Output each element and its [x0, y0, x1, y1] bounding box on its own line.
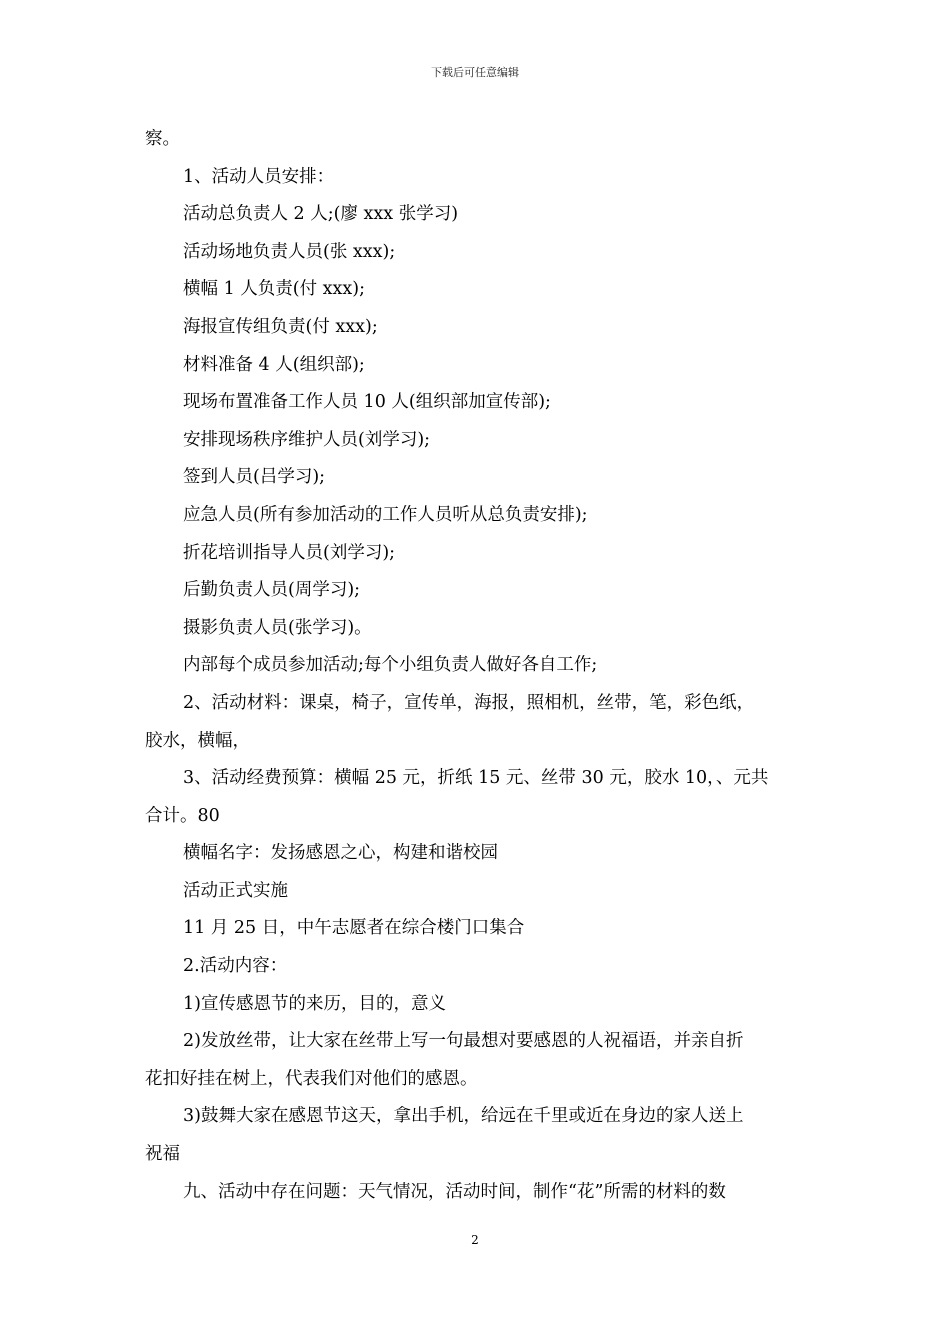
- text-line: 合计。80: [145, 805, 220, 826]
- text-line: 内部每个成员参加活动;每个小组负责人做好各自工作;: [183, 655, 598, 676]
- text-line: 花扣好挂在树上，代表我们对他们的感恩。: [145, 1068, 478, 1089]
- text-line: 摄影负责人员(张学习)。: [183, 617, 372, 638]
- text-line: 察。: [145, 129, 180, 149]
- text-line: 3、活动经费预算：横幅 25 元，折纸 15 元、丝带 30 元，胶水 10，、元共: [183, 768, 769, 789]
- text-line: 应急人员(所有参加活动的工作人员听从总负责安排);: [183, 504, 588, 525]
- text-line: 活动总负责人 2 人;(廖 xxx 张学习): [183, 204, 459, 225]
- text-line: 2)发放丝带，让大家在丝带上写一句最想对要感恩的人祝福语，并亲自折: [183, 1031, 744, 1052]
- text-line: 1)宣传感恩节的来历，目的，意义: [183, 993, 446, 1014]
- text-line: 1、活动人员安排：: [183, 166, 335, 187]
- page-number: 2: [471, 1233, 479, 1247]
- document-body: [145, 121, 811, 1211]
- text-line: 签到人员(吕学习);: [183, 467, 326, 488]
- text-line: 横幅名字：发扬感恩之心，构建和谐校园: [183, 843, 498, 864]
- text-line: 11 月 25 日，中午志愿者在综合楼门口集合: [183, 918, 525, 939]
- text-line: 九、活动中存在问题：天气情况，活动时间，制作“花”所需的材料的数: [183, 1181, 726, 1202]
- text-line: 后勤负责人员(周学习);: [183, 580, 361, 601]
- text-line: 折花培训指导人员(刘学习);: [183, 542, 396, 563]
- text-line: 2.活动内容：: [183, 956, 288, 977]
- text-line: 祝福: [145, 1144, 180, 1165]
- text-line: 3)鼓舞大家在感恩节这天，拿出手机，给远在千里或近在身边的家人送上: [183, 1106, 744, 1127]
- text-line: 2、活动材料：课桌，椅子，宣传单，海报，照相机，丝带，笔，彩色纸，: [183, 692, 755, 713]
- text-line: 活动场地负责人员(张 xxx);: [183, 241, 396, 262]
- text-line: 安排现场秩序维护人员(刘学习);: [183, 429, 431, 450]
- text-line: 胶水，横幅，: [145, 730, 250, 751]
- text-line: 横幅 1 人负责(付 xxx);: [183, 279, 365, 300]
- text-line: 材料准备 4 人(组织部);: [183, 354, 365, 375]
- text-line: 现场布置准备工作人员 10 人(组织部加宣传部);: [183, 392, 551, 413]
- text-line: 活动正式实施: [183, 880, 288, 901]
- page-header: 下载后可任意编辑: [431, 66, 519, 79]
- text-line: 海报宣传组负责(付 xxx);: [183, 316, 378, 337]
